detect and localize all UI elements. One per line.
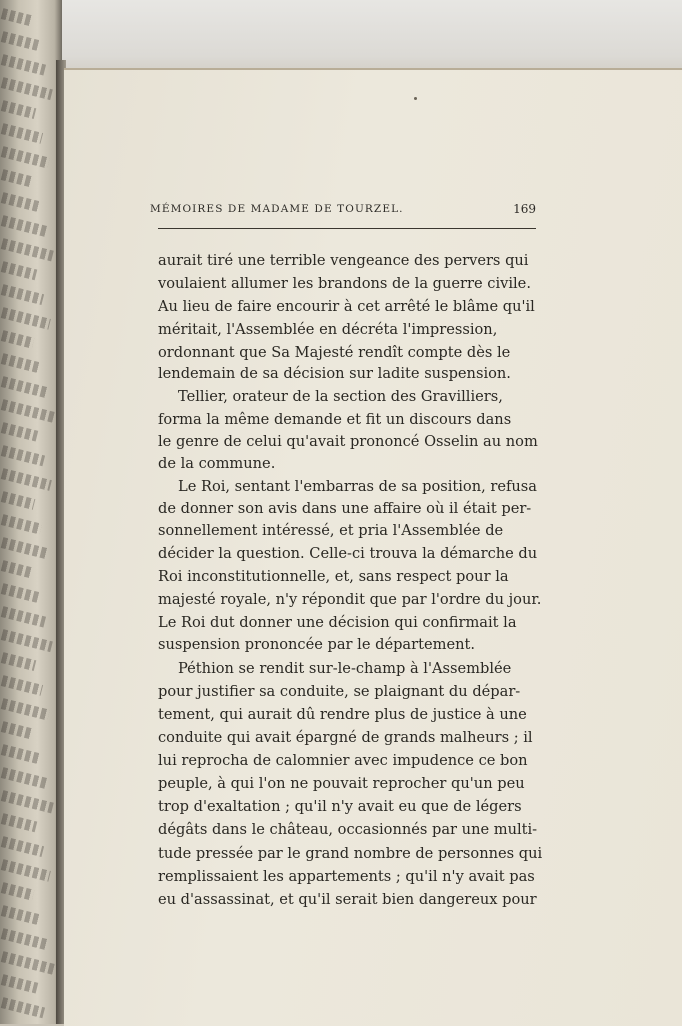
text-line: méritait, l'Assemblée en décréta l'impression, (158, 321, 498, 338)
facing-page-text-stroke (1, 353, 42, 373)
facing-page-text-stroke (1, 445, 45, 466)
text-line: Tellier, orateur de la section des Gravilliers, (178, 388, 503, 405)
text-line: forma la même demande et fit un discours dans (158, 411, 512, 428)
facing-page-text-stroke (1, 8, 33, 26)
facing-page-text-stroke (1, 606, 46, 627)
text-line: lendemain de sa décision sur ladite suspension. (158, 365, 511, 382)
text-line: le genre de celui qu'avait prononcé Osselin au nom (158, 433, 538, 450)
facing-page-text-stroke (1, 100, 37, 119)
facing-page-text-stroke (1, 514, 42, 534)
facing-page-text-stroke (1, 54, 46, 75)
paper-speck (414, 97, 417, 100)
text-line: dégâts dans le château, occasionnés par une multi- (158, 821, 538, 838)
facing-page-text-stroke (1, 790, 54, 813)
facing-page-text-stroke (1, 560, 33, 578)
facing-page-text-stroke (1, 192, 41, 212)
text-line: conduite qui avait épargné de grands malheurs ; il (158, 729, 533, 746)
facing-page-text-stroke (1, 238, 54, 261)
facing-page-text-stroke (1, 859, 51, 882)
facing-page-text-stroke (1, 905, 42, 925)
facing-page-text-stroke (1, 491, 36, 510)
facing-page-text-stroke (1, 31, 40, 51)
facing-page-text-stroke (1, 261, 38, 280)
facing-page-text-stroke (1, 813, 38, 832)
text-line: trop d'exaltation ; qu'il n'y avait eu que de légers (158, 798, 522, 815)
facing-page-text-stroke (1, 468, 52, 491)
facing-page-text-stroke (1, 307, 51, 330)
facing-page-text-stroke (1, 146, 50, 168)
text-line: pour justifier sa conduite, se plaignant du dépar- (158, 683, 521, 700)
facing-page-text-stroke (1, 284, 44, 305)
facing-page-text-stroke (1, 698, 50, 720)
running-title: MÉMOIRES DE MADAME DE TOURZEL. (150, 203, 404, 215)
text-line: eu d'assassinat, et qu'il serait bien dangereux pour (158, 891, 537, 908)
facing-page-text-stroke (1, 629, 53, 652)
facing-page-text-stroke (1, 836, 44, 857)
text-line: suspension prononcée par le département. (158, 636, 475, 653)
facing-page-text-stroke (1, 330, 35, 348)
facing-page-text-stroke (1, 652, 37, 671)
facing-page-text-stroke (1, 376, 48, 398)
facing-page-text-stroke (1, 399, 55, 422)
text-line: Le Roi, sentant l'embarras de sa position, refusa (178, 478, 537, 495)
facing-page-edge (0, 0, 62, 1024)
text-line: Roi inconstitutionnelle, et, sans respect pour la (158, 568, 509, 585)
facing-page-text-stroke (1, 928, 48, 950)
text-line: peuple, à qui l'on ne pouvait reprocher qu'un peu (158, 775, 525, 792)
facing-page-text-stroke (1, 215, 47, 237)
facing-page-text-stroke (1, 997, 45, 1018)
text-line: tude pressée par le grand nombre de personnes qui (158, 845, 543, 862)
page-number: 169 (513, 202, 536, 216)
text-line: ordonnant que Sa Majesté rendît compte dès le (158, 344, 511, 361)
facing-page-text-stroke (1, 537, 49, 559)
text-line: voulaient allumer les brandons de la guerre civile. (158, 275, 531, 292)
text-line: aurait tiré une terrible vengeance des pervers qui (158, 252, 529, 269)
text-line: décider la question. Celle-ci trouva la démarche du (158, 545, 538, 562)
facing-page-text-stroke (1, 882, 35, 900)
facing-page-text-stroke (1, 77, 53, 100)
facing-page-text-stroke (1, 422, 39, 441)
text-line: Le Roi dut donner une décision qui confirmait la (158, 614, 517, 631)
text-line: majesté royale, n'y répondit que par l'ordre du jour. (158, 591, 542, 608)
facing-page-text-stroke (1, 583, 40, 603)
facing-page-text-stroke (1, 951, 55, 974)
facing-page-text-stroke (1, 675, 43, 696)
facing-page-text-stroke (1, 721, 34, 739)
text-line: sonnellement intéressé, et pria l'Assemblée de (158, 522, 504, 539)
text-line: Péthion se rendit sur-le-champ à l'Assemblée (178, 660, 512, 677)
text-line: de donner son avis dans une affaire où il était per- (158, 500, 532, 517)
page-header (150, 203, 536, 217)
facing-page-text-stroke (1, 123, 43, 144)
facing-page-text-stroke (1, 767, 47, 789)
text-line: lui reprocha de calomnier avec impudence ce bon (158, 752, 528, 769)
facing-page-text-stroke (1, 169, 34, 187)
text-line: remplissaient les appartements ; qu'il n'y avait pas (158, 868, 535, 885)
text-line: Au lieu de faire encourir à cet arrêté le blâme qu'il (158, 298, 535, 315)
text-line: tement, qui aurait dû rendre plus de justice à une (158, 706, 527, 723)
header-rule (158, 228, 536, 229)
facing-page-text-stroke (1, 744, 41, 764)
text-line: de la commune. (158, 455, 276, 472)
facing-page-text-stroke (1, 974, 39, 993)
